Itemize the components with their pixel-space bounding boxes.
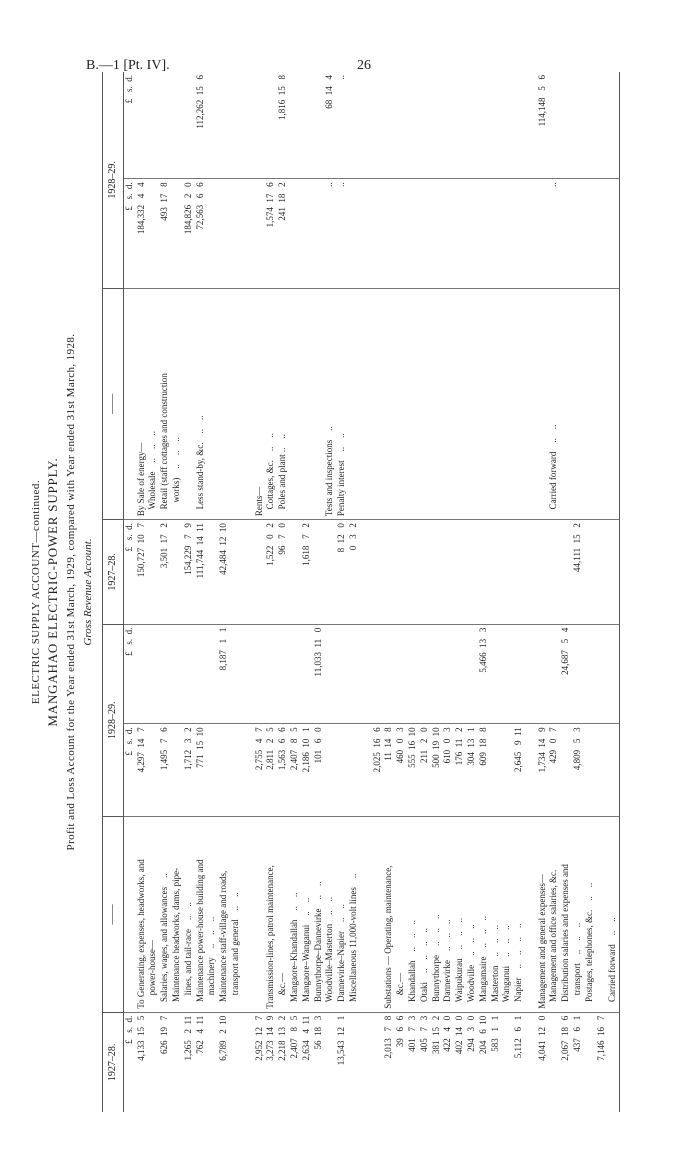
lsd-credit-items: £ s. d. [123,179,135,288]
heading-profit-loss: Profit and Loss Account for the Year ended 31st March, 1929, compared with Year ended 31st March, 1928. [65,333,77,851]
debit-current-items: 4,297 14 7 1,495 7 6 1,712 3 2 771 15 10 2,755 4 7 2,811 2 5 1,563 6 6 2,407 8 5 2,186 10 1 101 6 0 2,025 16 6 11 14 8 460 0 3 555 16 10 211 2 0 500 19 10 610 0 3 176 11 2 304 13 1 609 18 8 2,645 9 11 1,734 14 9 429 0 7 4,809 5 3 [136,724,620,817]
heading-account: ELECTRIC SUPPLY ACCOUNT—continued. [30,479,42,705]
credit-particulars: By Sale of energy— Wholesale .. .. .. Retail (staff cottages and construction works) .. .. .. Less stand-by, &c. .. .. Rents— Cottages, &c. .. .. Poles and plant .. .. Tests and inspections .. Penalty interest .. .. Carried forward .. .. [136,288,620,520]
credit-current-totals: 112,262 15 6 1,816 15 8 68 14 4 .. 114,148 5 6 [136,72,620,179]
header-credit-1927: 1927–28. [103,520,124,624]
lsd-debit-totals: £ s. d. [123,624,135,724]
gross-revenue-table [102,72,620,1112]
lsd-credit-totals: £ s. d. [123,72,135,179]
lsd-row [123,72,135,1112]
lsd-debit-items: £ s. d. [123,724,135,817]
table-body-row [136,72,620,1112]
credit-prev-amounts: 150,727 10 7 3,501 17 2 154,229 7 9 111,744 14 11 42,484 12 10 1,522 0 2 96 7 0 1,618 7 2 8 12 0 0 3 2 44,111 15 2 [136,520,620,624]
page-ref: B.—1 [Pt. IV]. [86,58,170,73]
header-debit-1927: 1927–28. [103,1012,124,1112]
header-credit-1928: 1928–29. [103,72,124,288]
header-debit-particulars: —— [103,816,124,1012]
debit-prev-amounts: 4,133 15 5 626 19 7 1,265 2 11 762 4 11 6,789 2 10 2,952 12 7 3,273 14 9 2,218 13 2 2,407 8 5 2,634 4 11 56 18 3 13,543 12 1 2,013 7 8 39 6 6 401 7 3 405 7 3 381 15 2 422 4 0 402 14 0 294 3 0 204 6 10 583 1 1 5,112 6 1 4,041 12 0 2,067 18 6 437 6 1 7,146 16 7 [136,1012,620,1112]
page-number: 26 [357,58,371,73]
table-header-row [103,72,124,1112]
heading-gross-revenue: Gross Revenue Account. [82,538,94,646]
credit-current-items: 184,332 4 4 493 17 8 184,826 2 0 72,563 6 6 1,574 17 6 241 18 2 .. .. .. [136,179,620,288]
header-debit-1928: 1928–29. [103,624,124,816]
header-credit-particulars: —— [103,288,124,520]
lsd-debit-prev: £ s. d. [123,1015,134,1045]
debit-current-totals: 8,187 1 1 11,033 11 0 5,466 13 3 24,687 5 4 [136,624,620,724]
rotated-page [30,72,675,1112]
heading-supply: MANGAHAO ELECTRIC-POWER SUPPLY. [45,457,60,727]
lsd-credit-prev: £ s. d. [123,520,135,624]
debit-particulars: To Generating, expenses, headworks, and power-house— Salaries, wages, and allowances .. Maintenance headworks, dams, pipe- lines, and tail-race .. .. Maintenance power-house building and machinery .. .. .. Maintenance staff-village and roads, transport and general .. .. Transmission-lines, patrol maintenance, &c.— Mangaore–Khandallah .. .. Mangaore–Wanganui .. .. Bunnythorpe–Dannevirke .. .. Woodville–Masterton .. .. Dannevirke–Napier .. .. Miscellaneous 11,000-volt lines .. Substations — Operating, maintenance, &c.— Khandallah .. .. .. Otaki .. .. .. .. Bunnythorpe .. .. .. Dannevirke .. .. .. Waipukurau .. .. .. Woodville .. .. .. Mangamaire .. .. .. Masterton .. .. .. Wanganui .. .. .. Napier .. .. .. .. Management and general expenses— Management and office salaries, &c. Distribution salaries and expenses and transport .. .. .. Postages, telephones, &c. .. .. Carried forward .. .. [136,816,620,1012]
